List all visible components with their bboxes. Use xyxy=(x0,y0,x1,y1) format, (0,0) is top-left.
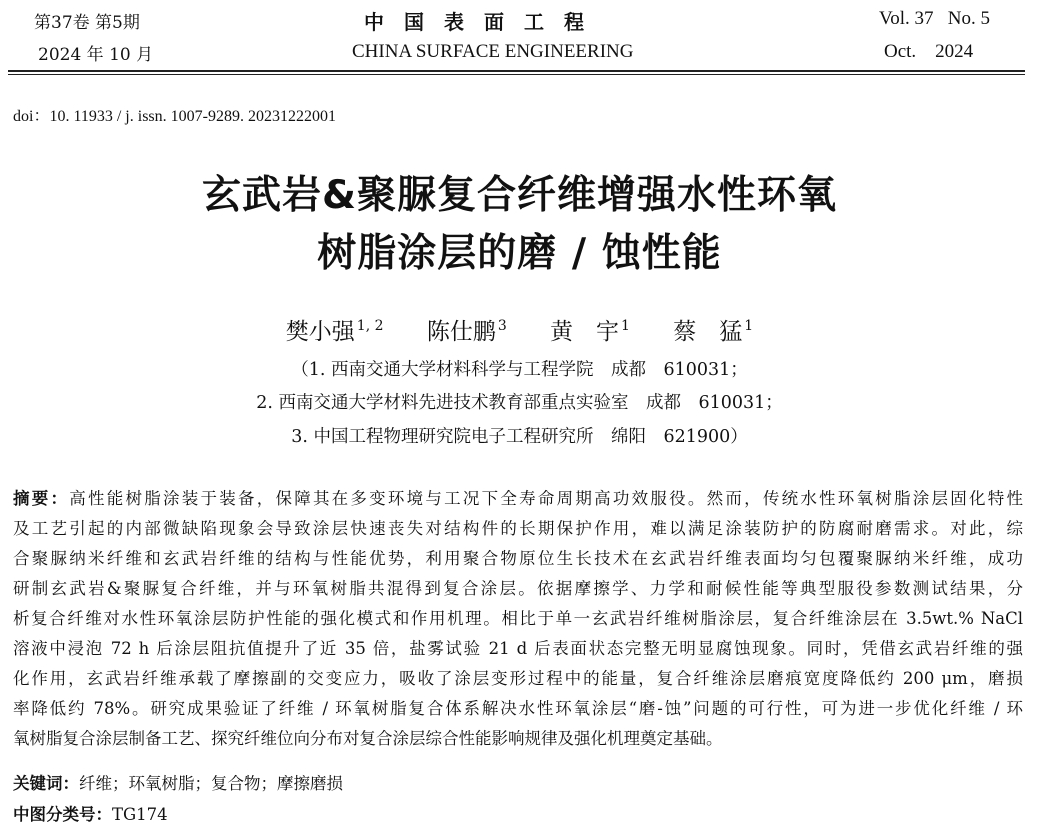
journal-title-en: CHINA SURFACE ENGINEERING xyxy=(352,41,634,62)
abstract-line: 析复合纤维对水性环氧涂层防护性能的强化模式和作用机理。相比于单一玄武岩纤维树脂涂层，复合纤维涂层在 3.5wt.% NaCl xyxy=(13,609,1023,628)
clc-text: TG174 xyxy=(112,805,168,824)
clc-number xyxy=(13,801,168,825)
abstract-line: 摘要：高性能树脂涂装于装备，保障其在多变环境与工况下全寿命周期高功效服役。然而，传统水性环氧树脂涂层固化特性 xyxy=(13,489,1024,508)
abstract xyxy=(13,484,1023,754)
title-line-1: 玄武岩&聚脲复合纤维增强水性环氧 xyxy=(201,173,837,218)
header-rule-thick xyxy=(8,70,1025,72)
author: 黄 宇 $^1$ xyxy=(550,318,630,345)
abstract-line: 合聚脲纳米纤维和玄武岩纤维的结构与性能优势，利用聚合物原位生长技术在玄武岩纤维表面均匀包覆聚脲纳米纤维，成功 xyxy=(13,549,1023,568)
author: 陈仕鹏 $^3$ xyxy=(426,318,507,345)
header-rule-thin xyxy=(8,74,1025,75)
author-list xyxy=(0,313,1039,346)
date-en: Oct. 2024 xyxy=(884,41,974,62)
author: 樊小强 $^{1, 2}$ xyxy=(285,318,384,345)
journal-title-cn: 中国表面工程 xyxy=(364,10,604,34)
abstract-line: 溶液中浸泡 72 h 后涂层阻抗值提升了近 35 倍，盐雾试验 21 d 后表面状态完整无明显腐蚀现象。同时，凭借玄武岩纤维的强 xyxy=(13,639,1023,658)
volume-issue-en: Vol. 37 No. 5 xyxy=(879,8,991,29)
doi: doi：10. 11933 / j. issn. 1007-9289. 20231222001 xyxy=(13,108,336,125)
affiliation-2: 2. 西南交通大学材料先进技术教育部重点实验室 成都 610031； xyxy=(256,393,783,413)
abstract-line: 化作用，玄武岩纤维承载了摩擦副的交变应力，吸收了涂层变形过程中的能量，复合纤维涂层磨痕宽度降低约 200 μm，磨损 xyxy=(13,669,1023,688)
abstract-label: 摘要： xyxy=(13,489,70,508)
abstract-line: 率降低约 78%。研究成果验证了纤维 / 环氧树脂复合体系解决水性环氧涂层“磨-蚀”问题的可行性，可为进一步优化纤维 / 环 xyxy=(13,699,1023,718)
clc-label: 中图分类号： xyxy=(13,805,112,824)
author: 蔡 猛 $^1$ xyxy=(673,318,754,345)
keywords-text: 纤维；环氧树脂；复合物；摩擦磨损 xyxy=(79,774,343,793)
date-cn: 2024 年 10 月 xyxy=(38,45,154,65)
affiliation-3: 3. 中国工程物理研究院电子工程研究所 绵阳 621900） xyxy=(291,427,748,447)
keywords xyxy=(13,770,343,794)
abstract-line: 及工艺引起的内部微缺陷现象会导致涂层快速丧失对结构件的长期保护作用，难以满足涂装防护的防腐耐磨需求。对此，综 xyxy=(13,519,1023,538)
title-line-2: 树脂涂层的磨 / 蚀性能 xyxy=(317,231,722,276)
affiliation-1: （1. 西南交通大学材料科学与工程学院 成都 610031； xyxy=(291,360,748,380)
abstract-line: 氧树脂复合涂层制备工艺、探究纤维位向分布对复合涂层综合性能影响规律及强化机理奠定基础。 xyxy=(13,729,723,748)
keywords-label: 关键词： xyxy=(13,774,79,793)
volume-issue-cn: 第37卷 第5期 xyxy=(34,13,140,33)
abstract-line: 研制玄武岩&聚脲复合纤维，并与环氧树脂共混得到复合涂层。依据摩擦学、力学和耐候性能等典型服役参数测试结果，分 xyxy=(13,579,1023,598)
